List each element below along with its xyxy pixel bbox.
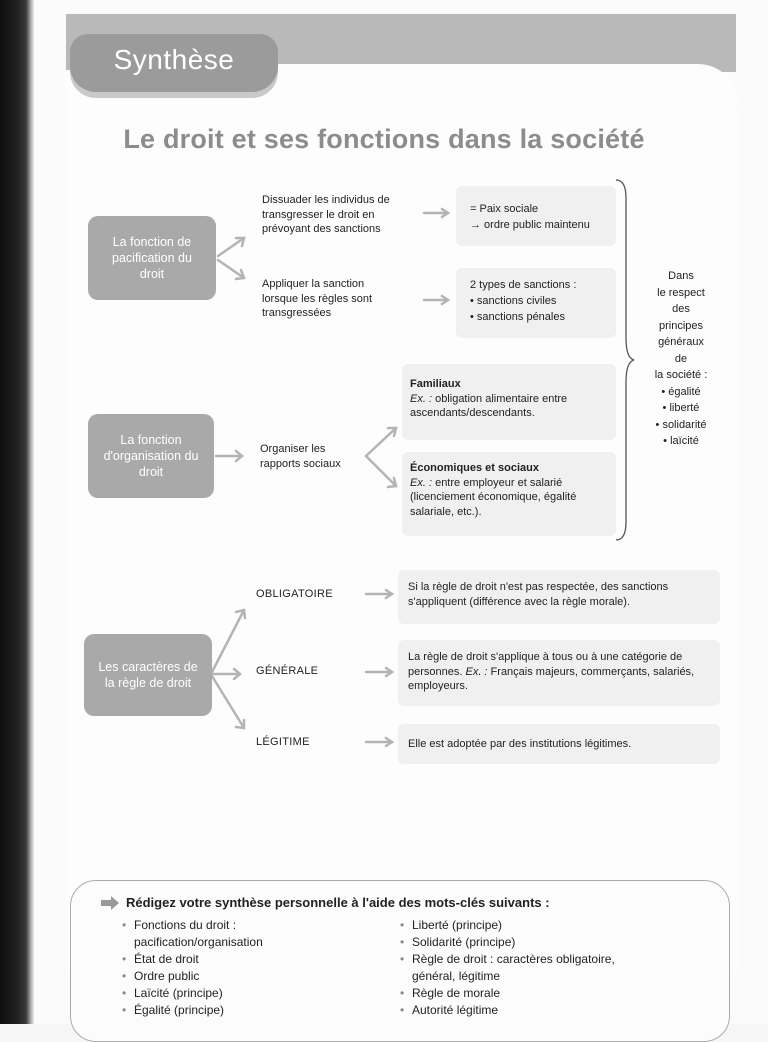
generale-desc — [408, 650, 698, 694]
caractere-obligatoire: OBLIGATOIRE — [256, 588, 333, 600]
keyword-item: • Solidarité (principe) — [400, 934, 700, 951]
sanction-item-penales-text: sanctions pénales — [476, 311, 565, 323]
principe-item: • laïcité — [663, 435, 699, 447]
keyword-item-continuation: général, légitime — [412, 969, 501, 983]
familiaux-example: obligation alimentaire entre ascendants/descendants. — [410, 392, 568, 419]
keyword-item: • Liberté (principe) — [400, 917, 700, 934]
arrow-right-icon — [100, 896, 120, 910]
fonction-organisation-box — [88, 414, 214, 498]
pacification-result-2-title: 2 types de sanctions : — [470, 279, 577, 291]
principes-intro-line: Dans — [668, 270, 694, 282]
fonction-organisation-label: La fonction d'organisation du droit — [103, 433, 199, 479]
principes-intro-line: la société : — [654, 369, 708, 381]
organisation-branch: Organiser les rapports sociaux — [260, 443, 341, 470]
principes-intro-line: généraux — [658, 336, 704, 348]
pacification-result-1a: = Paix sociale — [470, 203, 539, 215]
principe-item: • solidarité — [655, 418, 707, 431]
obligatoire-desc: Si la règle de droit n'est pas respectée, des sanctions s'appliquent (différence avec la règle morale). — [408, 581, 669, 608]
keywords-col-1 — [122, 917, 372, 1019]
principes-block — [646, 268, 716, 450]
sanction-item-penales: • sanctions pénales — [470, 311, 565, 323]
fonction-pacification-label: La fonction de pacification du droit — [112, 235, 192, 281]
keyword-item-continuation: pacification/organisation — [134, 935, 263, 949]
keywords-col-2 — [400, 917, 700, 1019]
principe-item-text: solidarité — [662, 418, 707, 431]
eco-title: Économiques et sociaux — [410, 462, 539, 474]
keyword-item: • Égalité (principe) — [122, 1002, 372, 1019]
keyword-item: • Règle de droit : caractères obligatoire, — [400, 951, 700, 968]
caracteres-label: Les caractères de la règle de droit — [98, 660, 198, 690]
curly-brace — [612, 178, 636, 542]
principe-item-text: laïcité — [670, 435, 699, 447]
pacification-result-1b: → ordre public maintenu — [470, 219, 590, 231]
generale-desc-b: Français majeurs, commerçants, salariés, employeurs. — [408, 665, 695, 692]
eco-ex-prefix: Ex. : — [410, 476, 433, 489]
principes-intro-line: de — [674, 352, 688, 365]
generale-desc-ex: Ex. : — [465, 665, 488, 678]
keyword-item: • État de droit — [122, 951, 372, 968]
pacification-branch-1: Dissuader les individus de transgresser le droit en prévoyant des sanctions — [262, 194, 390, 235]
section-tab-label: Synthèse — [113, 44, 235, 75]
caractere-legitime: LÉGITIME — [256, 736, 310, 748]
keyword-item: • Autorité légitime — [400, 1002, 700, 1019]
keyword-item: • Règle de morale — [400, 985, 700, 1002]
principe-item-text: égalité — [668, 385, 701, 398]
familiaux-block — [410, 377, 585, 421]
eco-block — [410, 461, 590, 519]
principe-item-text: liberté — [669, 402, 700, 414]
legitime-desc: Elle est adoptée par des institutions légitimes. — [408, 738, 632, 750]
principe-item: • liberté — [662, 402, 700, 414]
pacification-branch-2: Appliquer la sanction lorsque les règles sont transgressées — [262, 278, 373, 319]
sanction-item-civiles-text: sanctions civiles — [476, 295, 557, 307]
keywords-title: Rédigez votre synthèse personnelle à l'aide des mots-clés suivants : — [126, 895, 550, 910]
caractere-generale: GÉNÉRALE — [256, 665, 319, 677]
generale-desc-a: La règle de droit s'applique à tous ou à une catégorie de personnes. — [408, 651, 683, 678]
principe-item: • égalité — [661, 385, 701, 398]
principes-intro-line: principes — [658, 319, 704, 332]
page-title: Le droit et ses fonctions dans la société — [123, 124, 645, 154]
sanction-item-civiles: • sanctions civiles — [470, 295, 557, 307]
principes-intro-line: des — [672, 303, 690, 315]
familiaux-title: Familiaux — [410, 378, 461, 390]
keyword-item: • Ordre public — [122, 968, 372, 985]
principes-intro-line: le respect — [657, 286, 705, 299]
keyword-item: • Laïcité (principe) — [122, 985, 372, 1002]
familiaux-ex-prefix: Ex. : — [410, 392, 433, 405]
keyword-item: • Fonctions du droit : — [122, 917, 372, 934]
fonction-pacification-box — [88, 216, 216, 300]
caracteres-box — [84, 634, 212, 716]
eco-example: entre employeur et salarié (licenciement économique, égalité salariale, etc.). — [410, 476, 577, 518]
